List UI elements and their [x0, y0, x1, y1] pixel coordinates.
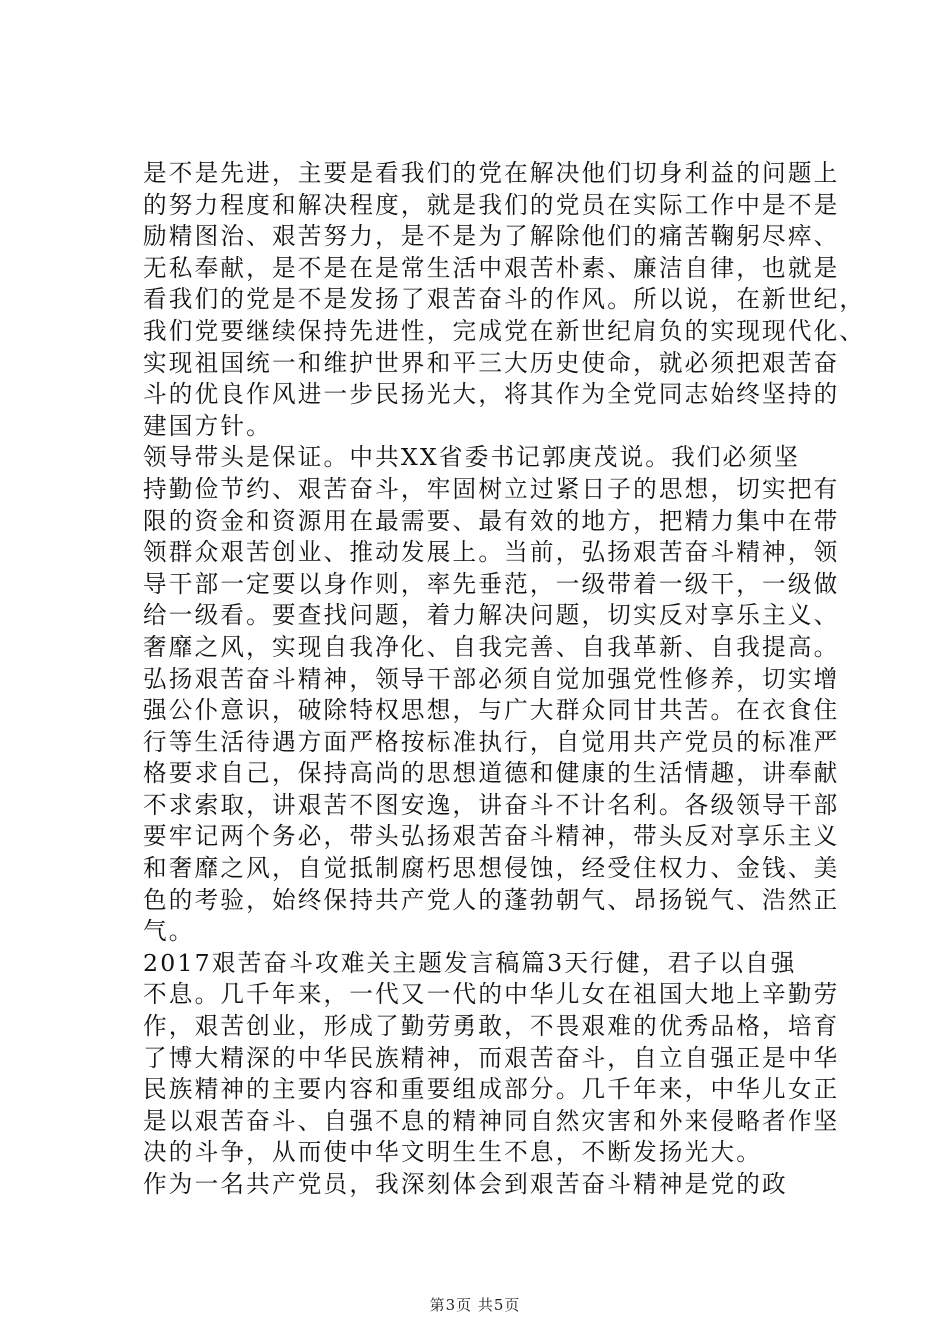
text-line: 持勤俭节约、艰苦奋斗，牢固树立过紧日子的思想，切实把有 [143, 474, 840, 503]
text-line: 给一级看。要查找问题，着力解决问题，切实反对享乐主义、 [143, 601, 840, 630]
text-line: 作为一名共产党员，我深刻体会到艰苦奋斗精神是党的政 [143, 1170, 788, 1198]
text-line: 民族精神的主要内容和重要组成部分。几千年来，中华儿女正 [143, 1075, 840, 1104]
text-line: 和奢靡之风，自觉抵制腐朽思想侵蚀，经受住权力、金钱、美 [143, 854, 840, 883]
text-line: 斗的优良作风进一步民扬光大，将其作为全党同志始终坚持的 [143, 380, 840, 409]
text-line: 奢靡之风，实现自我净化、自我完善、自我革新、自我提高。 [143, 632, 840, 661]
text-line: 的努力程度和解决程度，就是我们的党员在实际工作中是不是 [143, 190, 840, 219]
text-line: 气。 [143, 917, 195, 946]
text-line: 不求索取，讲艰苦不图安逸，讲奋斗不计名利。各级领导干部 [143, 790, 840, 819]
text-line: 导干部一定要以身作则，率先垂范，一级带着一级干，一级做 [143, 569, 840, 598]
text-line: 限的资金和资源用在最需要、最有效的地方，把精力集中在带 [143, 506, 840, 535]
text-line: 决的斗争，从而使中华文明生生不息，不断发扬光大。 [143, 1138, 763, 1167]
text-line: 弘扬艰苦奋斗精神，领导干部必须自觉加强党性修养，切实增 [143, 664, 840, 693]
text-line: 实现祖国统一和维护世界和平三大历史使命，就必须把艰苦奋 [143, 348, 840, 377]
text-line: 不息。几千年来，一代又一代的中华儿女在祖国大地上辛勤劳 [143, 980, 840, 1009]
text-line: 色的考验，始终保持共产党人的蓬勃朝气、昂扬锐气、浩然正 [143, 885, 840, 914]
text-line: 2017艰苦奋斗攻难关主题发言稿篇3天行健，君子以自强 [143, 948, 797, 977]
page-number-footer: 第3页 共5页 [429, 1296, 521, 1314]
text-line: 强公仆意识，破除特权思想，与广大群众同甘共苦。在衣食住 [143, 696, 840, 725]
text-line: 了博大精深的中华民族精神，而艰苦奋斗，自立自强正是中华 [143, 1043, 840, 1072]
text-line: 行等生活待遇方面严格按标准执行，自觉用共产党员的标准严 [143, 727, 840, 756]
text-line: 要牢记两个务必，带头弘扬艰苦奋斗精神，带头反对享乐主义 [143, 822, 840, 851]
text-line: 励精图治、艰苦努力，是不是为了解除他们的痛苦鞠躬尽瘁、 [143, 222, 840, 251]
text-line: 格要求自己，保持高尚的思想道德和健康的生活情趣，讲奉献 [143, 759, 840, 788]
text-line: 领群众艰苦创业、推动发展上。当前，弘扬艰苦奋斗精神，领 [143, 538, 840, 567]
text-line: 建国方针。 [143, 411, 272, 440]
text-line: 是不是先进，主要是看我们的党在解决他们切身利益的问题上 [143, 159, 840, 187]
text-line: 看我们的党是不是发扬了艰苦奋斗的作风。所以说，在新世纪， [143, 285, 866, 314]
text-line: 领导带头是保证。中共XX省委书记郭庚茂说。我们必须坚 [143, 443, 801, 472]
text-line: 我们党要继续保持先进性，完成党在新世纪肩负的实现现代化、 [143, 316, 866, 345]
body-text [143, 158, 866, 1201]
text-line: 作，艰苦创业，形成了勤劳勇敢，不畏艰难的优秀品格，培育 [143, 1012, 840, 1041]
text-line: 无私奉献，是不是在是常生活中艰苦朴素、廉洁自律，也就是 [143, 253, 840, 282]
text-line: 是以艰苦奋斗、自强不息的精神同自然灾害和外来侵略者作坚 [143, 1106, 840, 1135]
